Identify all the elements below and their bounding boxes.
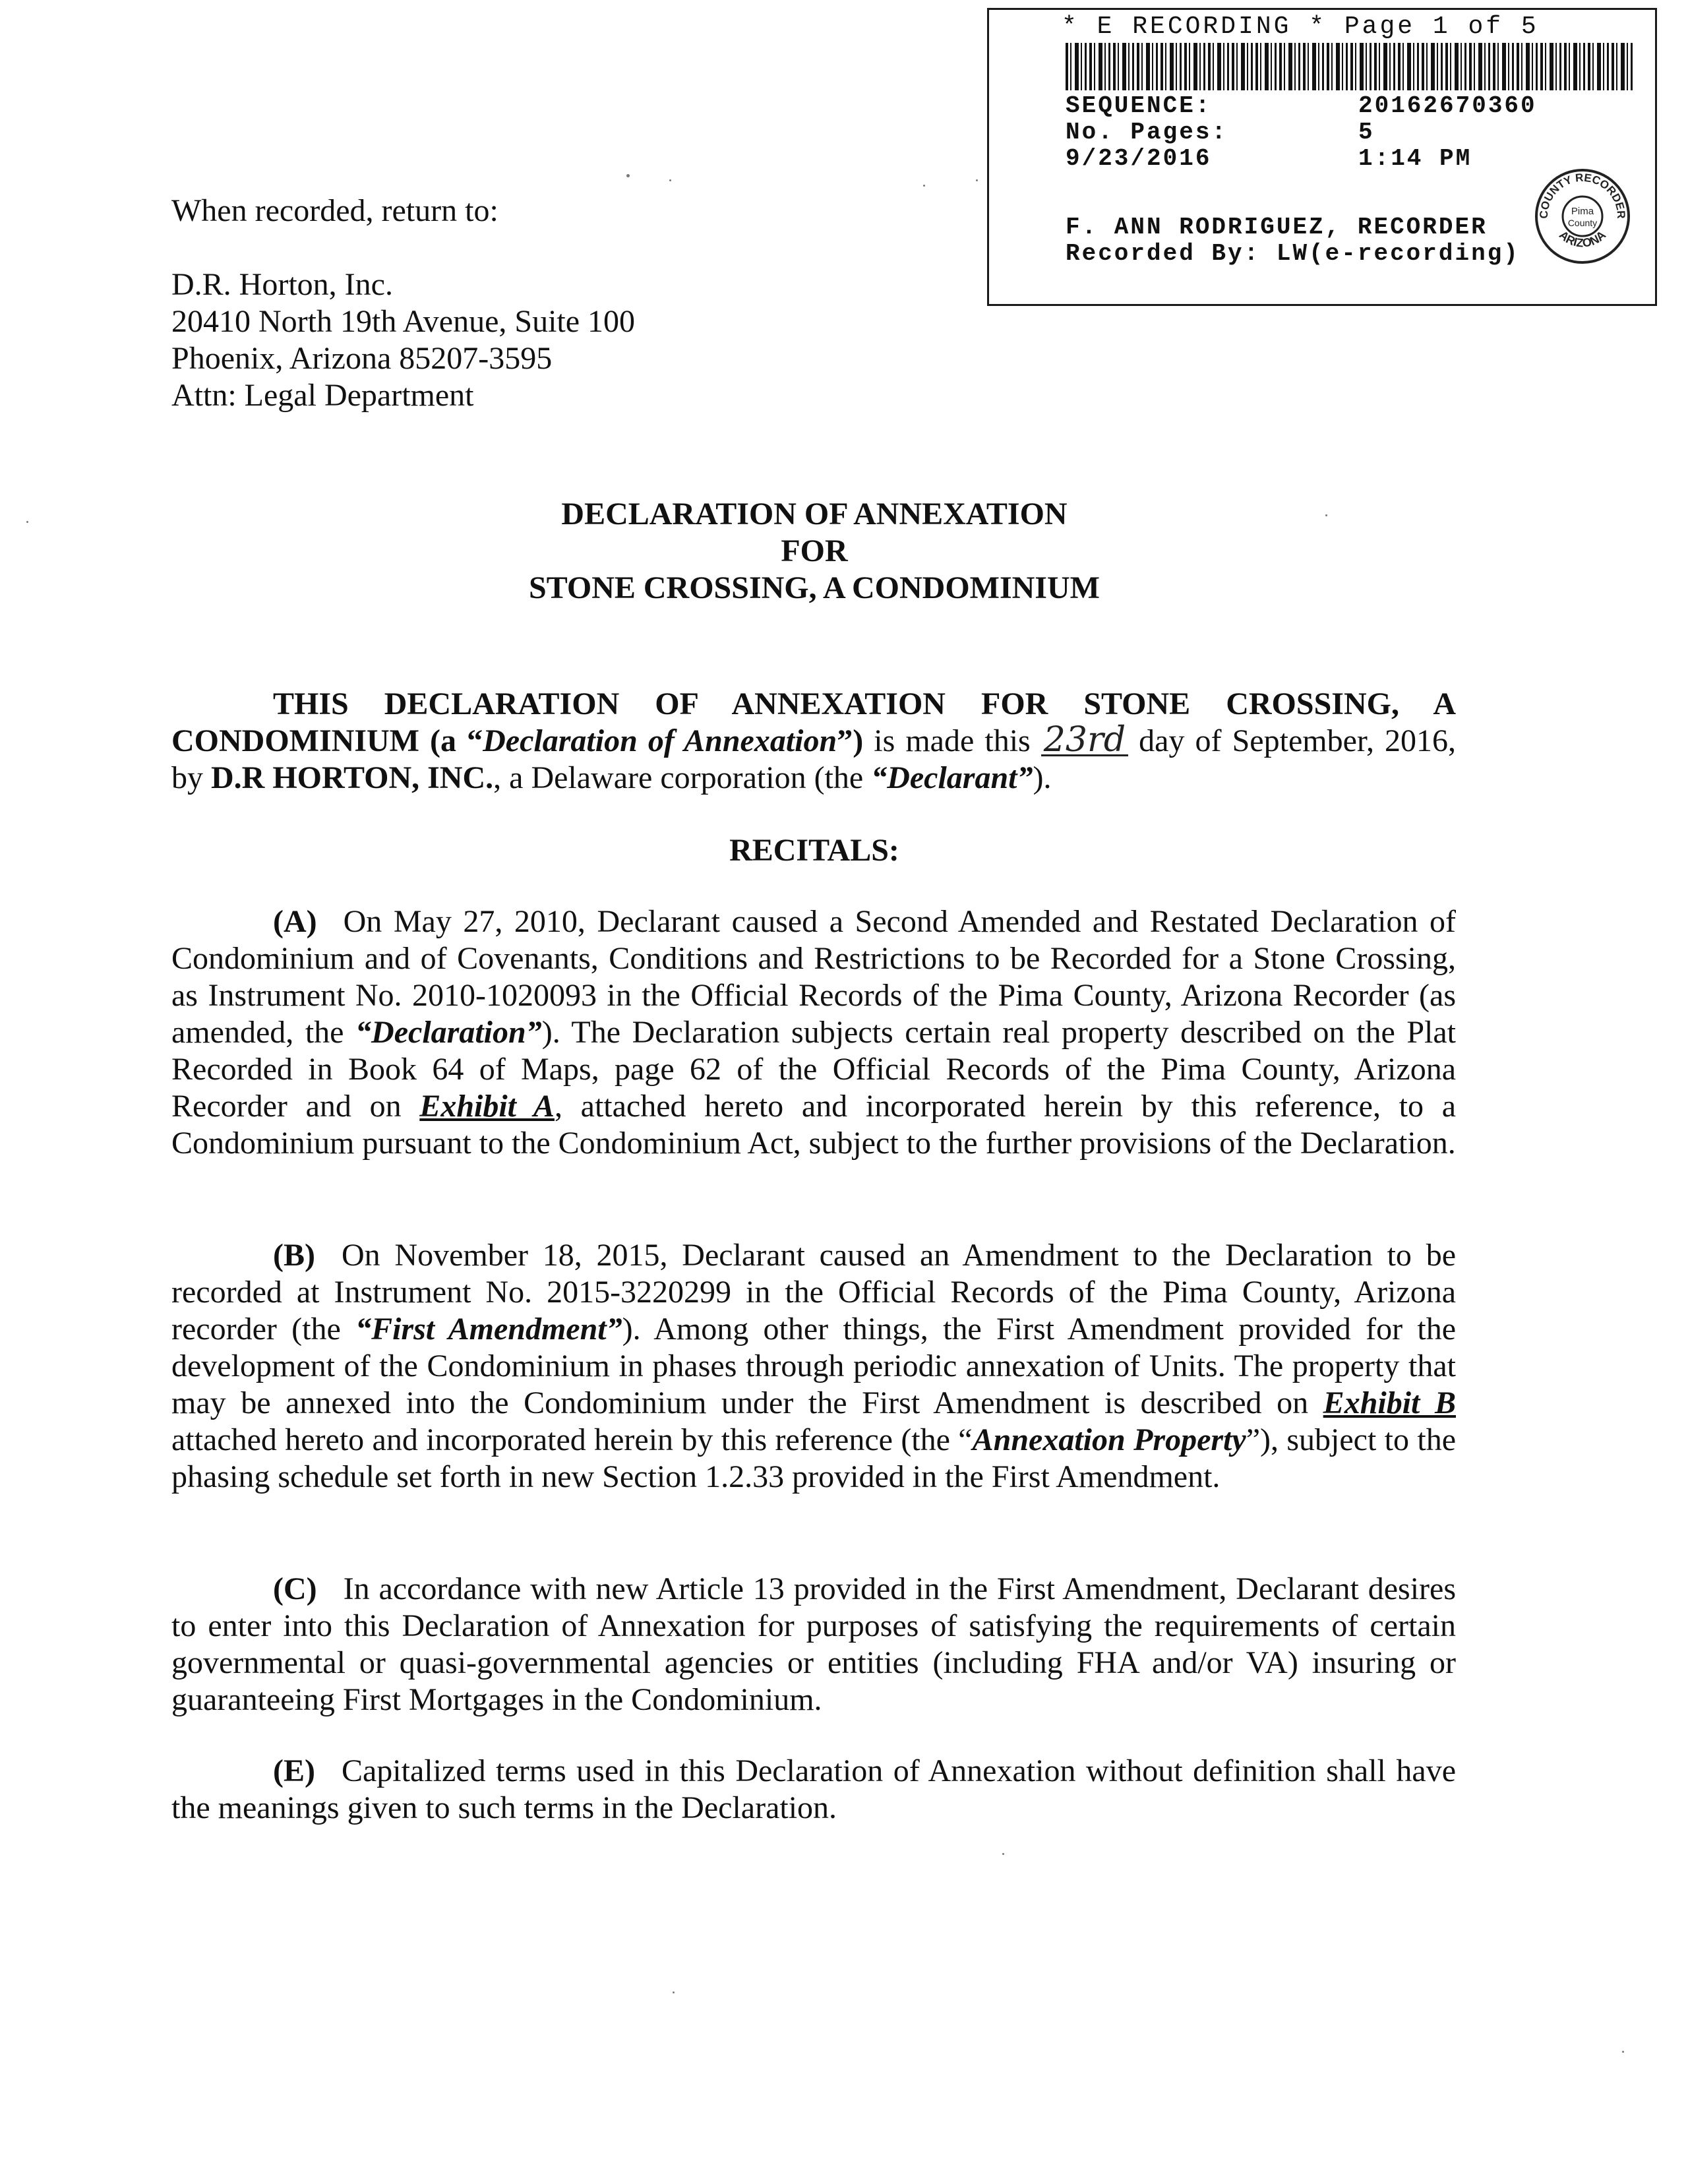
sequence-row: [1066, 92, 1537, 119]
intro-date: day of September, 2016, by: [171, 723, 1457, 795]
scan-speck: [1622, 2051, 1624, 2053]
intro-defined-term: Declaration of Annexation: [483, 723, 837, 758]
record-time: 1:14 PM: [1358, 145, 1472, 172]
recital-e: [171, 1753, 1456, 1827]
barcode: [1066, 43, 1633, 90]
date-row: [1066, 145, 1472, 172]
return-heading: When recorded, return to:: [171, 193, 498, 228]
recitals-heading-text: RECITALS:: [729, 833, 899, 868]
recital-c: [171, 1571, 1456, 1718]
recital-b: [171, 1237, 1456, 1496]
recital-b-text-1: On November 18, 2015, Declarant caused an Amendment to the Declaration to be recorded at Instrument No. 2015-3220299 in the Official Records of the Pima County, Arizona recorder (the: [171, 1238, 1456, 1347]
seal-center-2: County: [1567, 218, 1598, 228]
seal-bottom-text: ARIZONA: [1556, 228, 1609, 250]
intro-declarant: “Declarant”: [871, 760, 1033, 795]
handwritten-day: 23rd: [1041, 725, 1128, 756]
stamp-header: * E RECORDING * Page 1 of 5: [1062, 13, 1539, 41]
scan-speck: [976, 179, 978, 181]
pages-row: [1066, 119, 1375, 146]
recorder-name: F. ANN RODRIGUEZ, RECORDER: [1066, 214, 1488, 241]
title-line-3: STONE CROSSING, A CONDOMINIUM: [529, 570, 1100, 605]
return-address-line1: 20410 North 19th Avenue, Suite 100: [171, 304, 636, 339]
seal-top-text: COUNTY RECORDER: [1537, 171, 1628, 219]
intro-paren-open: (a “: [419, 723, 483, 758]
recital-c-label: (C): [273, 1571, 317, 1606]
county-seal-icon: [1533, 167, 1632, 266]
return-address-line2: Phoenix, Arizona 85207-3595: [171, 341, 553, 376]
sequence-label: SEQUENCE:: [1066, 92, 1212, 119]
recital-c-text: In accordance with new Article 13 provided in the First Amendment, Declarant desires to enter into this Declaration of Annexation for purposes of satisfying the requirements of certain governmental or quasi-governmental agencies or entities (including FHA and/or VA) insuring or guaranteeing First Mortgages in the Condominium.: [171, 1571, 1456, 1717]
intro-end: ).: [1033, 760, 1052, 795]
scan-speck: [669, 179, 671, 181]
sequence-value: 20162670360: [1358, 92, 1537, 119]
recorded-by: Recorded By: LW(e-recording): [1066, 240, 1520, 267]
exhibit-a-reference: Exhibit A: [419, 1089, 555, 1124]
pages-value: 5: [1358, 119, 1375, 146]
intro-paren-close: ”): [837, 723, 864, 758]
return-name: D.R. Horton, Inc.: [171, 267, 393, 302]
scan-speck: [26, 521, 28, 523]
recital-a-text-1: On May 27, 2010, Declarant caused a Second Amended and Restated Declaration of Condominium and of Covenants, Conditions and Restrictions to be Recorded for a Stone Crossing, as Instrument No. 2010-1020093 in the Official Records of the Pima County, Arizona Recorder (as amended, the: [171, 904, 1456, 1050]
recital-e-text: Capitalized terms used in this Declaration of Annexation without definition shall have the meanings given to such terms in the Declaration.: [171, 1753, 1456, 1825]
scan-speck: [626, 174, 630, 177]
recording-stamp: [987, 8, 1657, 306]
recital-a-defined: “Declaration”: [355, 1015, 542, 1050]
recital-a-label: (A): [273, 904, 317, 939]
recital-b-defined-2: Annexation Property: [972, 1422, 1246, 1457]
intro-made: is made this: [863, 723, 1041, 758]
recital-a: [171, 903, 1456, 1162]
record-date: 9/23/2016: [1066, 145, 1212, 172]
recital-b-text-3: attached hereto and incorporated herein by this reference (the “: [171, 1422, 973, 1457]
intro-paragraph: [171, 686, 1456, 797]
seal-center-1: Pima: [1571, 206, 1594, 217]
intro-lead: THIS DECLARATION OF ANNEXATION FOR STONE CROSSING, A CONDOMINIUM: [171, 686, 1456, 758]
document-title: [0, 496, 1688, 607]
return-attn: Attn: Legal Department: [171, 378, 474, 413]
intro-company: D.R HORTON, INC.: [211, 760, 494, 795]
recital-e-label: (E): [273, 1753, 315, 1788]
title-line-2: FOR: [781, 533, 848, 568]
scan-speck: [1325, 514, 1327, 516]
recital-a-text-2: ). The Declaration subjects certain real property described on the Plat Recorded in Book 64 of Maps, page 62 of the Official Records of the Pima County, Arizona Recorder and on: [171, 1015, 1457, 1124]
scan-speck: [923, 185, 925, 187]
return-address-block: [171, 193, 635, 414]
scan-speck: [1002, 1853, 1004, 1855]
title-line-1: DECLARATION OF ANNEXATION: [561, 497, 1068, 531]
scan-speck: [673, 1991, 675, 1993]
exhibit-b-reference: Exhibit B: [1323, 1385, 1456, 1420]
intro-corp: , a Delaware corporation (the: [493, 760, 872, 795]
recital-b-text-2: ). Among other things, the First Amendment provided for the development of the Condominium in phases through periodic annexation of Units. The property that may be annexed into the Condominium under the First Amendment is described on: [171, 1312, 1456, 1420]
recital-a-text-3: , attached hereto and incorporated herein by this reference, to a Condominium pursuant to the Condominium Act, subject to the further provisions of the Declaration.: [171, 1089, 1457, 1161]
pages-label: No. Pages:: [1066, 119, 1228, 146]
recital-b-defined: “First Amendment”: [355, 1312, 622, 1347]
recitals-heading: [0, 832, 1688, 869]
recital-b-label: (B): [273, 1238, 315, 1273]
recital-b-text-4: ”), subject to the phasing schedule set forth in new Section 1.2.33 provided in the First Amendment.: [171, 1422, 1457, 1494]
